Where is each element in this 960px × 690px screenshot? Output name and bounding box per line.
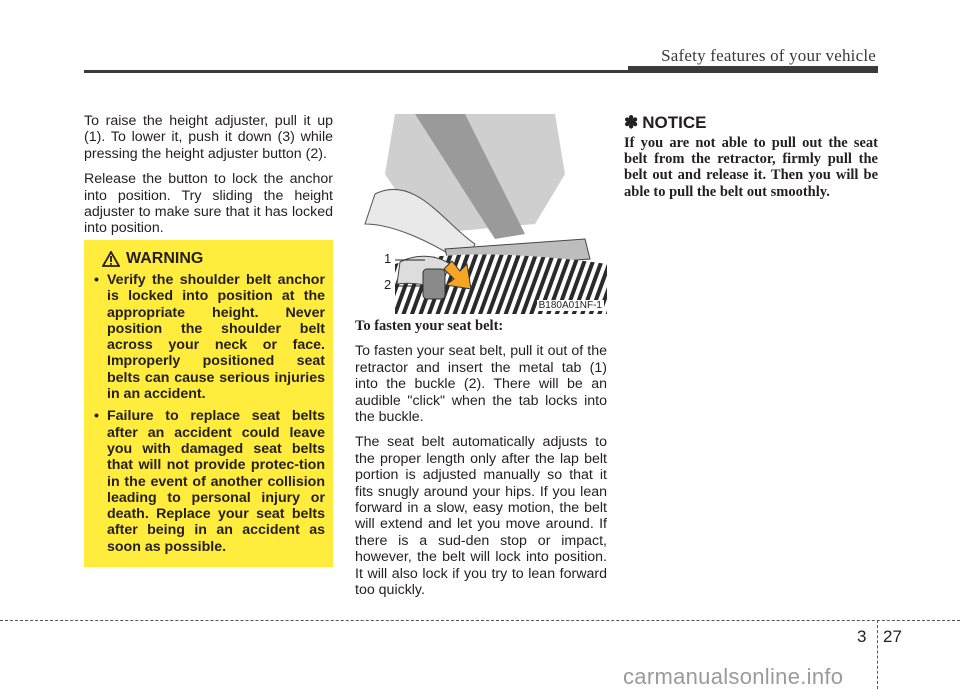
callout-1: 1: [384, 251, 392, 266]
seat-belt-illustration: [355, 114, 607, 314]
section-number: 3: [857, 627, 867, 646]
release-button-paragraph: Release the button to lock the anchor into position. Try sliding the height adjuster to make sure that it has locked into position.: [84, 171, 333, 237]
height-adjuster-paragraph: To raise the height adjuster, pull it up (1). To lower it, push it down (3) while pressing the height adjuster button (2).: [84, 113, 333, 162]
warning-triangle-icon: [102, 251, 120, 267]
callout-2: 2: [384, 277, 392, 292]
auto-adjust-paragraph: The seat belt automatically adjusts to the proper length only after the lap belt portion is adjusted manually so that it fits snugly around your hips. If you lean forward in a slow, easy motion, the belt will extend and let you move around. If there is a sud-den stop or impact, however, the belt will lock into position. It will also lock if you try to lean forward too quickly.: [355, 434, 607, 599]
warning-box: [84, 240, 333, 567]
middle-column: [355, 318, 607, 608]
watermark: carmanualsonline.info: [623, 664, 844, 689]
footer-divider: [877, 620, 878, 689]
seat-belt-figure: [355, 114, 607, 314]
warning-heading: [102, 250, 325, 268]
fasten-subheading: To fasten your seat belt:: [355, 318, 504, 334]
page-number: 27: [883, 627, 902, 646]
warning-item: • Verify the shoulder belt anchor is locked into position at the appropriate height. Never position the shoulder belt across your neck or face. Improperly positioned seat belts can cause serious injuries in an accident.: [92, 272, 325, 402]
fasten-paragraph: To fasten your seat belt, pull it out of the retractor and insert the metal tab (1) into the buckle (2). There will be an audible "click" when the tab locks into the buckle.: [355, 343, 607, 426]
warning-title: WARNING: [126, 250, 204, 267]
header-tab-bar: [628, 66, 878, 72]
warning-item: • Failure to replace seat belts after an accident could leave you with damaged seat belts that will not provide protec-tion in the event of another collision leading to personal injury or death. Replace your seat belts after being in an accident as soon as possible.: [92, 408, 325, 555]
notice-star-icon: ✽: [624, 113, 639, 132]
footer-rule: [0, 620, 960, 621]
running-header: Safety features of your vehicle: [661, 46, 876, 65]
notice-heading: [624, 113, 706, 133]
notice-title: NOTICE: [642, 113, 707, 132]
left-column: [84, 113, 333, 246]
warning-list: [92, 272, 325, 555]
figure-code: B180A01NF-1: [538, 300, 602, 311]
notice-body: If you are not able to pull out the seat belt from the retractor, firmly pull the belt out and release it. Then you will be able to pull the belt out smoothly.: [624, 135, 878, 200]
